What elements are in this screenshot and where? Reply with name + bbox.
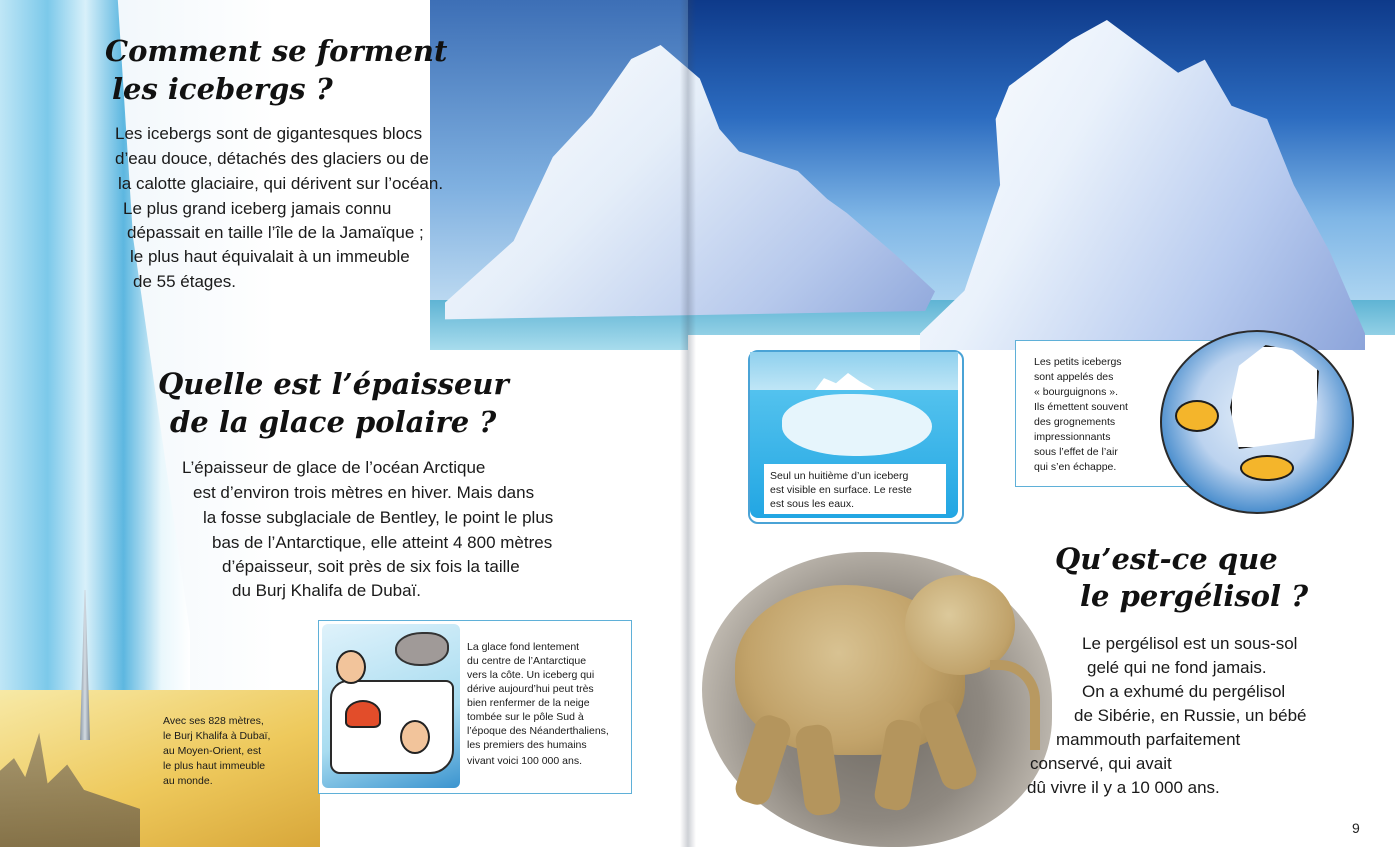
antarctic-caption-line: l’époque des Néanderthaliens,: [467, 725, 609, 737]
bourguignons-caption-line: qui s’en échappe.: [1034, 461, 1117, 473]
polar-ice-text-line: bas de l’Antarctique, elle atteint 4 800 mètres: [212, 533, 553, 552]
polar-ice-title-line-2: de la glace polaire ?: [170, 405, 497, 439]
cartoon-rock-illustration: [395, 632, 449, 666]
depth-caption-line: Seul un huitième d’un iceberg: [770, 470, 909, 482]
depth-caption-line: est sous les eaux.: [770, 498, 855, 510]
permafrost-text-line: Le pergélisol est un sous-sol: [1082, 634, 1298, 653]
icebergs-title-line-1: Comment se forment: [105, 34, 448, 68]
antarctic-caption-line: tombée sur le pôle Sud à: [467, 711, 584, 723]
burj-caption-line: le Burj Khalifa à Dubaï,: [163, 730, 271, 742]
depth-caption-line: est visible en surface. Le reste: [770, 484, 912, 496]
polar-ice-title-line-1: Quelle est l’épaisseur: [158, 367, 509, 401]
antarctic-caption-line: vers la côte. Un iceberg qui: [467, 669, 595, 681]
permafrost-text-line: dû vivre il y a 10 000 ans.: [1027, 778, 1220, 797]
icebergs-text-line: dépassait en taille l’île de la Jamaïque ;: [127, 223, 424, 242]
seal-illustration: [1240, 455, 1294, 481]
polar-ice-text-line: du Burj Khalifa de Dubaï.: [232, 581, 422, 600]
page-number: 9: [1352, 820, 1360, 836]
bourguignons-caption-line: « bourguignons ».: [1034, 386, 1119, 398]
seal-illustration: [1175, 400, 1219, 432]
burj-caption-line: au monde.: [163, 775, 213, 787]
antarctic-caption-line: les premiers des humains: [467, 739, 587, 751]
bourguignons-caption-line: impressionnants: [1034, 431, 1111, 443]
polar-ice-text-line: d’épaisseur, soit près de six fois la taille: [222, 557, 520, 576]
bourguignons-caption-line: sont appelés des: [1034, 371, 1114, 383]
antarctic-caption-line: vivant voici 100 000 ans.: [467, 755, 582, 767]
permafrost-text-line: de Sibérie, en Russie, un bébé: [1074, 706, 1307, 725]
permafrost-text-line: gelé qui ne fond jamais.: [1087, 658, 1267, 677]
bourguignons-caption-line: des grognements: [1034, 416, 1116, 428]
antarctic-caption-line: La glace fond lentement: [467, 641, 580, 653]
icebergs-title-line-2: les icebergs ?: [112, 72, 333, 106]
antarctic-caption-line: du centre de l’Antarctique: [467, 655, 587, 667]
antarctic-caption-line: bien renfermer de la neige: [467, 697, 590, 709]
icebergs-text-line: de 55 étages.: [133, 272, 237, 291]
burj-caption-line: le plus haut immeuble: [163, 760, 266, 772]
burj-caption-line: Avec ses 828 mètres,: [163, 715, 264, 727]
bourguignons-caption-line: Ils émettent souvent: [1034, 401, 1128, 413]
campfire-illustration: [345, 700, 381, 728]
burj-caption-line: au Moyen-Orient, est: [163, 745, 262, 757]
icebergs-text-line: Le plus grand iceberg jamais connu: [123, 199, 392, 218]
permafrost-text-line: mammouth parfaitement: [1056, 730, 1241, 749]
permafrost-text-line: On a exhumé du pergélisol: [1082, 682, 1286, 701]
permafrost-title-line-1: Qu’est-ce que: [1055, 542, 1278, 576]
iceberg-underwater-illustration: [782, 394, 932, 456]
bourguignons-caption-line: sous l’effet de l’air: [1034, 446, 1118, 458]
permafrost-title-line-2: le pergélisol ?: [1080, 579, 1309, 613]
caveman-illustration: [400, 720, 430, 754]
permafrost-text-line: conservé, qui avait: [1030, 754, 1172, 773]
polar-ice-text-line: la fosse subglaciale de Bentley, le point le plus: [203, 508, 554, 527]
caveman-illustration: [336, 650, 366, 684]
icebergs-text-line: Les icebergs sont de gigantesques blocs: [115, 124, 423, 143]
book-gutter: [680, 0, 696, 847]
bourguignons-caption-line: Les petits icebergs: [1034, 356, 1122, 368]
polar-ice-text-line: est d’environ trois mètres en hiver. Mais dans: [193, 483, 535, 502]
antarctic-caption-line: dérive aujourd’hui peut très: [467, 683, 594, 695]
icebergs-text-line: le plus haut équivalait à un immeuble: [130, 247, 410, 266]
icebergs-text-line: d’eau douce, détachés des glaciers ou de: [115, 149, 429, 168]
icebergs-text-line: la calotte glaciaire, qui dérivent sur l’océan.: [118, 174, 444, 193]
polar-ice-text-line: L’épaisseur de glace de l’océan Arctique: [182, 458, 486, 477]
